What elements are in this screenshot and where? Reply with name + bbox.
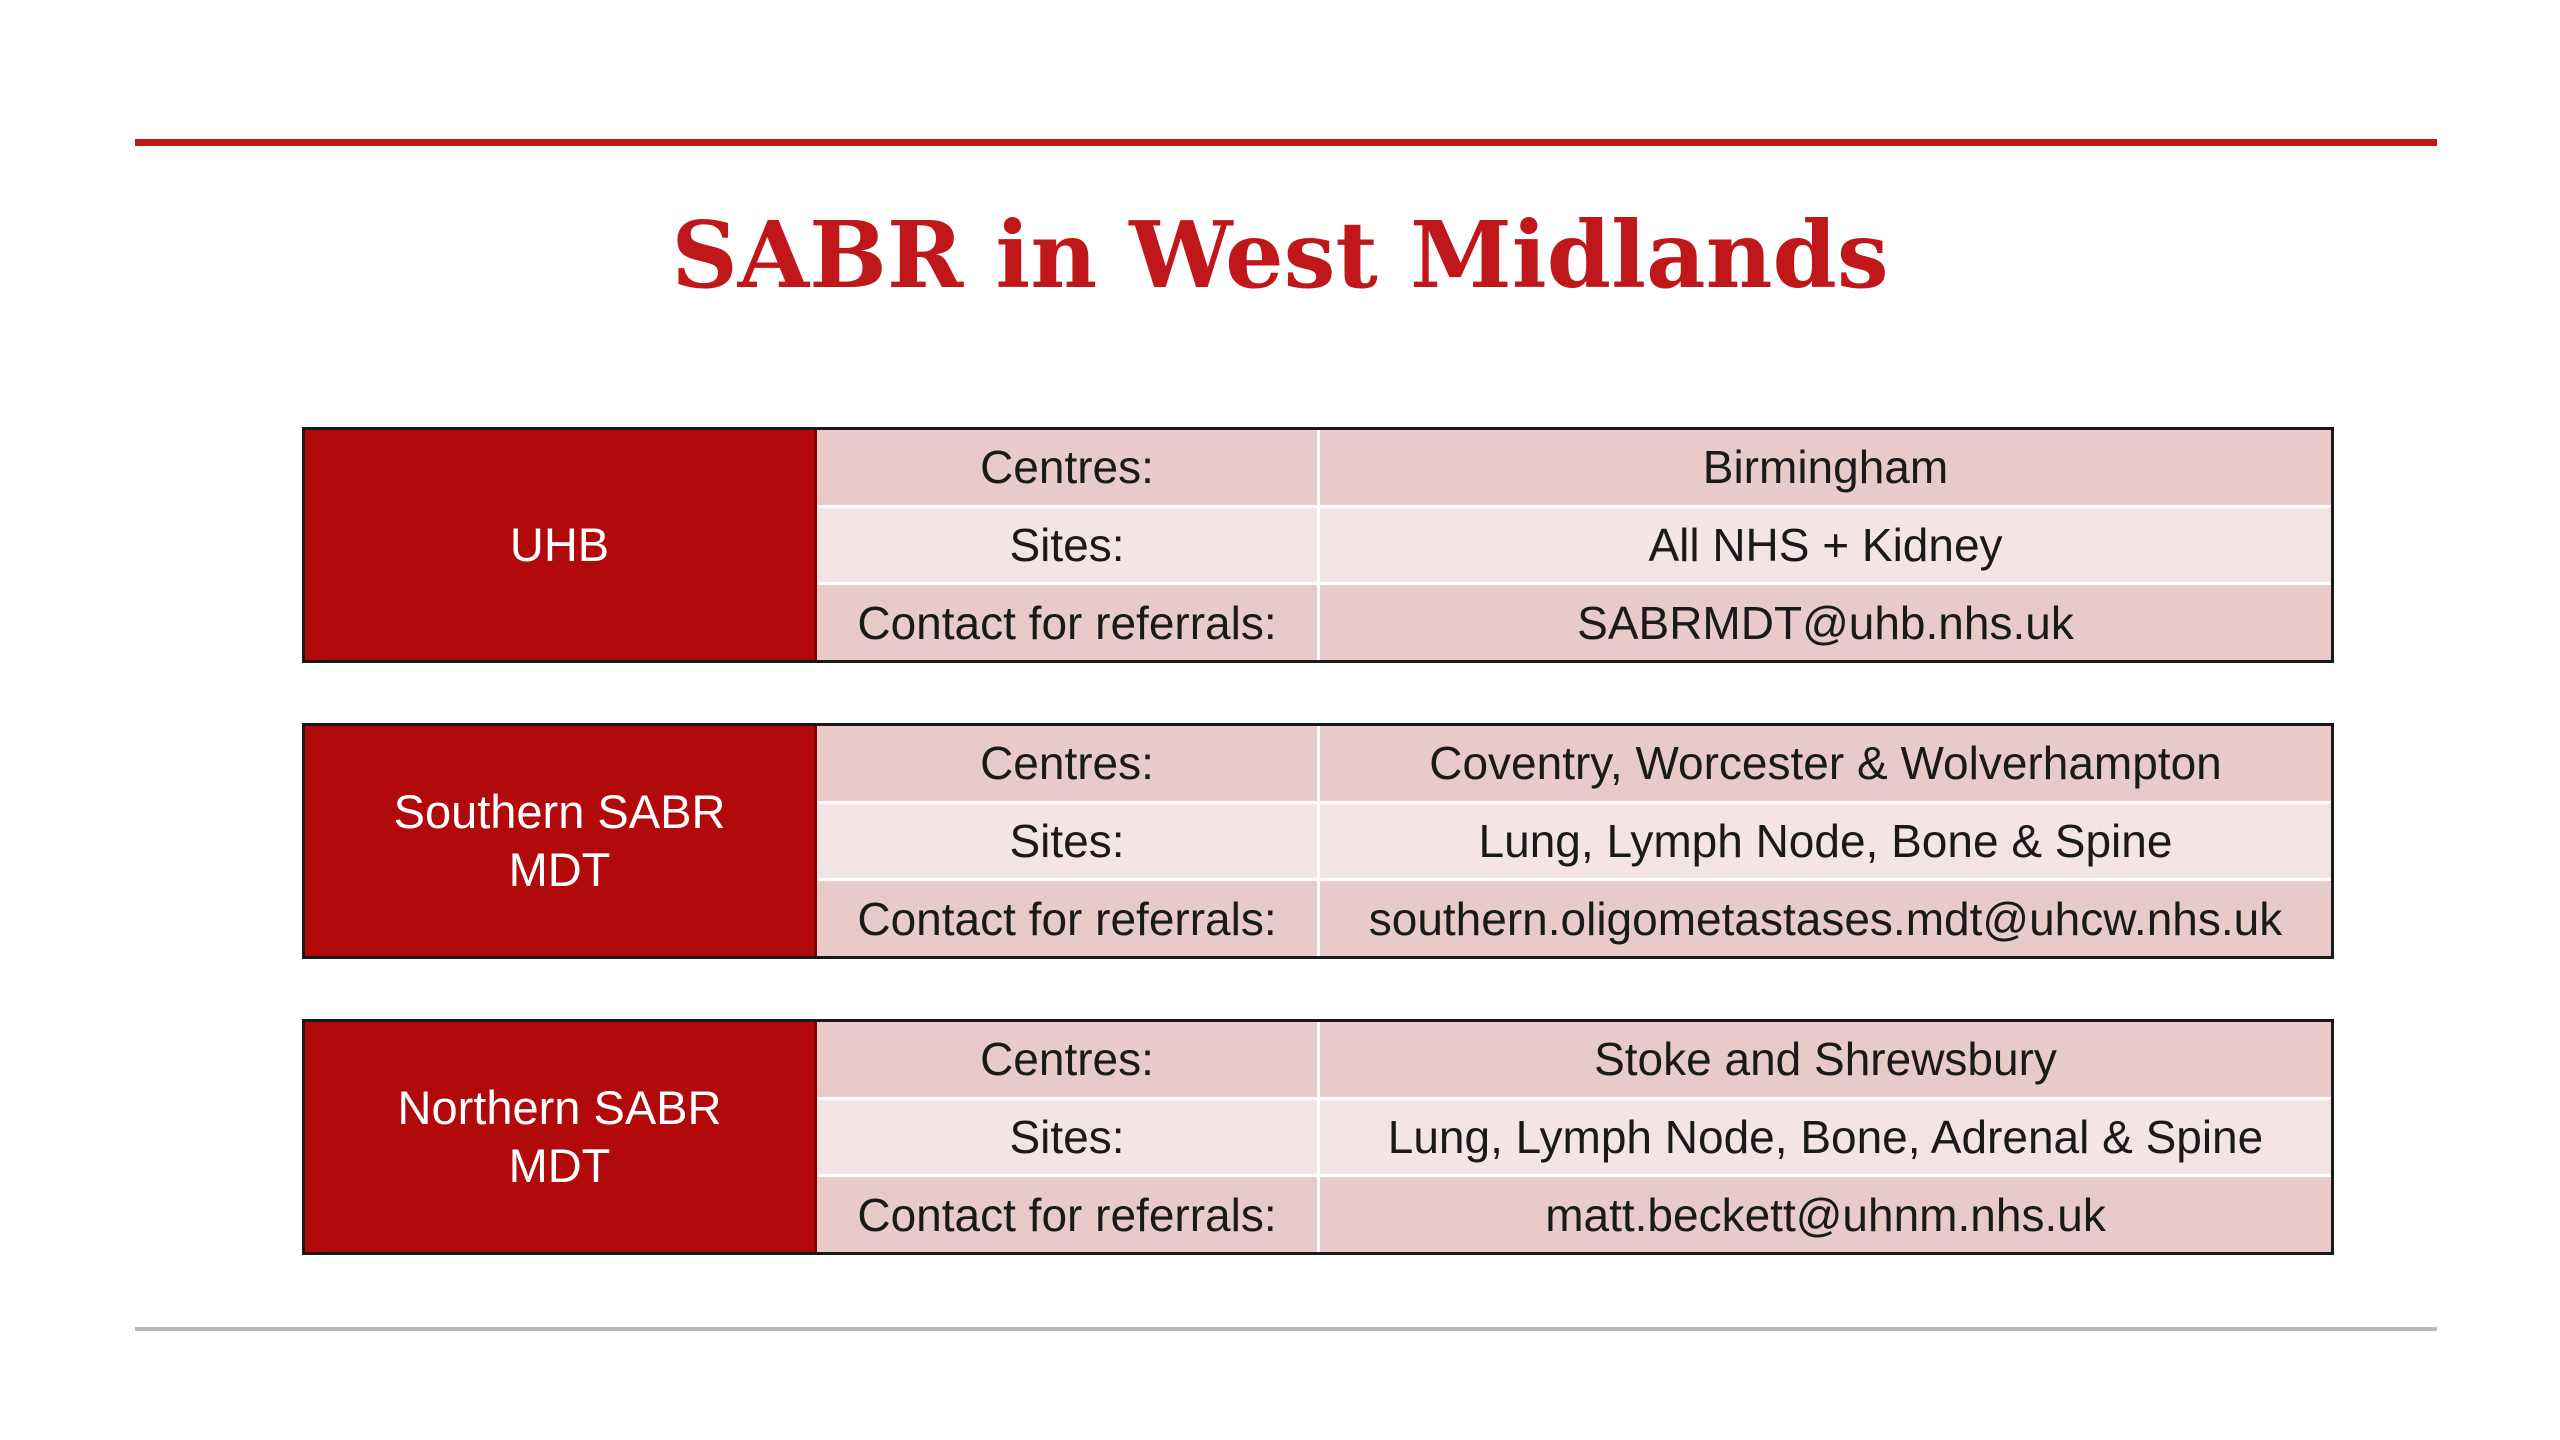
slide-title: SABR in West Midlands bbox=[671, 201, 1889, 309]
row-value: Lung, Lymph Node, Bone & Spine bbox=[1478, 815, 2173, 867]
table-row bbox=[817, 726, 2331, 801]
southern-mdt-table bbox=[302, 723, 2334, 959]
table-row bbox=[817, 801, 2331, 879]
row-label: Centres: bbox=[817, 726, 1320, 801]
table-row bbox=[817, 1097, 2331, 1175]
table-row bbox=[817, 430, 2331, 505]
row-label: Contact for referrals: bbox=[817, 585, 1320, 660]
mdt-rows bbox=[817, 1022, 2331, 1252]
row-label: Sites: bbox=[817, 804, 1320, 879]
row-value: Lung, Lymph Node, Bone, Adrenal & Spine bbox=[1387, 1111, 2264, 1163]
row-label: Centres: bbox=[817, 430, 1320, 505]
table-row bbox=[817, 582, 2331, 660]
row-value: Birmingham bbox=[1702, 441, 1949, 494]
table-row bbox=[817, 505, 2331, 583]
mdt-name-cell: Northern SABR MDT bbox=[305, 1022, 817, 1252]
row-value: All NHS + Kidney bbox=[1648, 519, 2003, 571]
mdt-name-cell: UHB bbox=[305, 430, 817, 660]
mdt-name-cell: Southern SABR MDT bbox=[305, 726, 817, 956]
uhb-table bbox=[302, 427, 2334, 663]
row-label: Sites: bbox=[817, 508, 1320, 583]
contact-email[interactable]: SABRMDT@uhb.nhs.uk bbox=[1577, 596, 2074, 649]
contact-email[interactable]: matt.beckett@uhnm.nhs.uk bbox=[1545, 1188, 2106, 1241]
row-label: Contact for referrals: bbox=[817, 881, 1320, 956]
table-row bbox=[817, 1022, 2331, 1097]
northern-mdt-table bbox=[302, 1019, 2334, 1255]
contact-email[interactable]: southern.oligometastases.mdt@uhcw.nhs.uk bbox=[1368, 892, 2283, 945]
table-row bbox=[817, 878, 2331, 956]
row-label: Sites: bbox=[817, 1100, 1320, 1175]
bottom-divider bbox=[135, 1327, 2437, 1331]
row-label: Contact for referrals: bbox=[817, 1177, 1320, 1252]
row-label: Centres: bbox=[817, 1022, 1320, 1097]
row-value: Stoke and Shrewsbury bbox=[1594, 1033, 2057, 1086]
mdt-rows bbox=[817, 726, 2331, 956]
row-value: Coventry, Worcester & Wolverhampton bbox=[1429, 737, 2222, 790]
table-row bbox=[817, 1174, 2331, 1252]
mdt-rows bbox=[817, 430, 2331, 660]
top-accent-rule bbox=[135, 139, 2437, 146]
